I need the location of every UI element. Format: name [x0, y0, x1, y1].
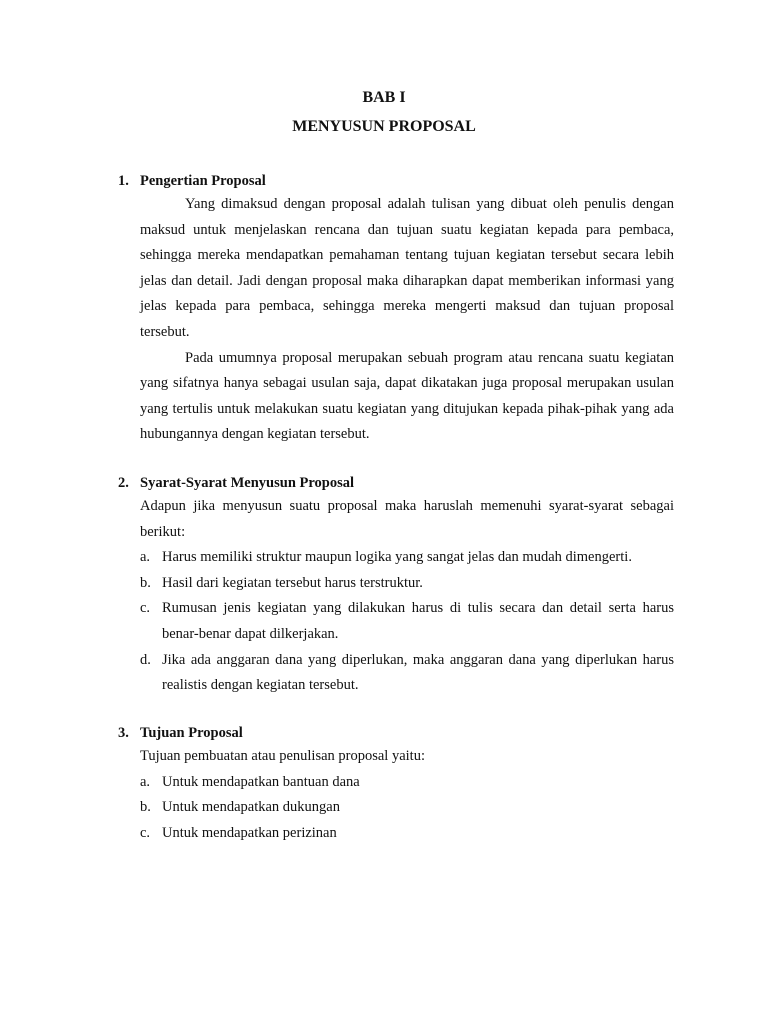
- paragraph: Pada umumnya proposal merupakan sebuah program atau rencana suatu kegiatan yang sifatnya hanya sebagai usulan saja, dapat dikatakan juga proposal merupakan usulan yang tertulis untuk melakukan suatu kegiatan yang ditujukan kepada pihak-pihak yang ada hubungannya dengan kegiatan tersebut.: [140, 349, 674, 443]
- section-body: [140, 744, 674, 846]
- list-item: [140, 795, 674, 821]
- list-item: [140, 596, 674, 647]
- section-number: 2.: [118, 475, 129, 491]
- chapter-label: BAB I: [362, 89, 406, 106]
- list-item-text: Untuk mendapatkan dukungan: [162, 799, 340, 816]
- section-body: [140, 192, 674, 448]
- list-marker: a.: [140, 773, 151, 790]
- requirement-list: [140, 545, 674, 699]
- section-title: Pengertian Proposal: [140, 173, 266, 189]
- list-item-text: Rumusan jenis kegiatan yang dilakukan harus di tulis secara dan detail serta harus benar-benar dapat dilkerjakan.: [162, 600, 674, 642]
- section-syarat: [118, 472, 678, 699]
- section-intro: Adapun jika menyusun suatu proposal maka haruslah memenuhi syarat-syarat sebagai berikut:: [140, 498, 674, 540]
- section-heading: [118, 170, 678, 192]
- list-item-text: Hasil dari kegiatan tersebut harus terstruktur.: [162, 574, 423, 591]
- section-intro: Tujuan pembuatan atau penulisan proposal yaitu:: [140, 748, 425, 764]
- list-item-text: Jika ada anggaran dana yang diperlukan, maka anggaran dana yang diperlukan harus realistis dengan kegiatan tersebut.: [162, 651, 674, 694]
- list-item: [140, 648, 674, 699]
- chapter-title: MENYUSUN PROPOSAL: [292, 118, 476, 135]
- purpose-list: [140, 770, 674, 847]
- list-marker: b.: [140, 574, 151, 591]
- list-item: [140, 770, 674, 796]
- section-title: Tujuan Proposal: [140, 725, 243, 741]
- list-item-text: Harus memiliki struktur maupun logika yang sangat jelas dan mudah dimengerti.: [162, 549, 632, 566]
- section-pengertian: [118, 170, 678, 448]
- list-item-text: Untuk mendapatkan perizinan: [162, 824, 337, 841]
- list-marker: b.: [140, 799, 151, 816]
- paragraph: Yang dimaksud dengan proposal adalah tulisan yang dibuat oleh penulis dengan maksud untuk menjelaskan rencana dan tujuan suatu kegiatan kepada para pembaca, sehingga mereka mendapatkan pemahaman tentang tujuan kegiatan tersebut secara lebih jelas dan detail. Jadi dengan proposal maka diharapkan dapat memberikan informasi yang jelas kepada para pembaca, sehingga mereka mengerti maksud dan tujuan proposal tersebut.: [140, 196, 674, 340]
- section-number: 3.: [118, 725, 129, 741]
- list-item: [140, 571, 674, 597]
- list-marker: c.: [140, 824, 151, 841]
- list-marker: a.: [140, 549, 151, 566]
- section-title: Syarat-Syarat Menyusun Proposal: [140, 475, 355, 491]
- list-item-text: Untuk mendapatkan bantuan dana: [162, 773, 360, 790]
- section-number: 1.: [118, 173, 129, 189]
- list-marker: c.: [140, 600, 151, 617]
- list-item: [140, 545, 674, 571]
- section-heading: [118, 722, 678, 744]
- section-tujuan: [118, 722, 678, 846]
- section-body: [140, 494, 674, 699]
- list-marker: d.: [140, 651, 151, 668]
- list-item: [140, 821, 674, 847]
- section-heading: [118, 472, 678, 494]
